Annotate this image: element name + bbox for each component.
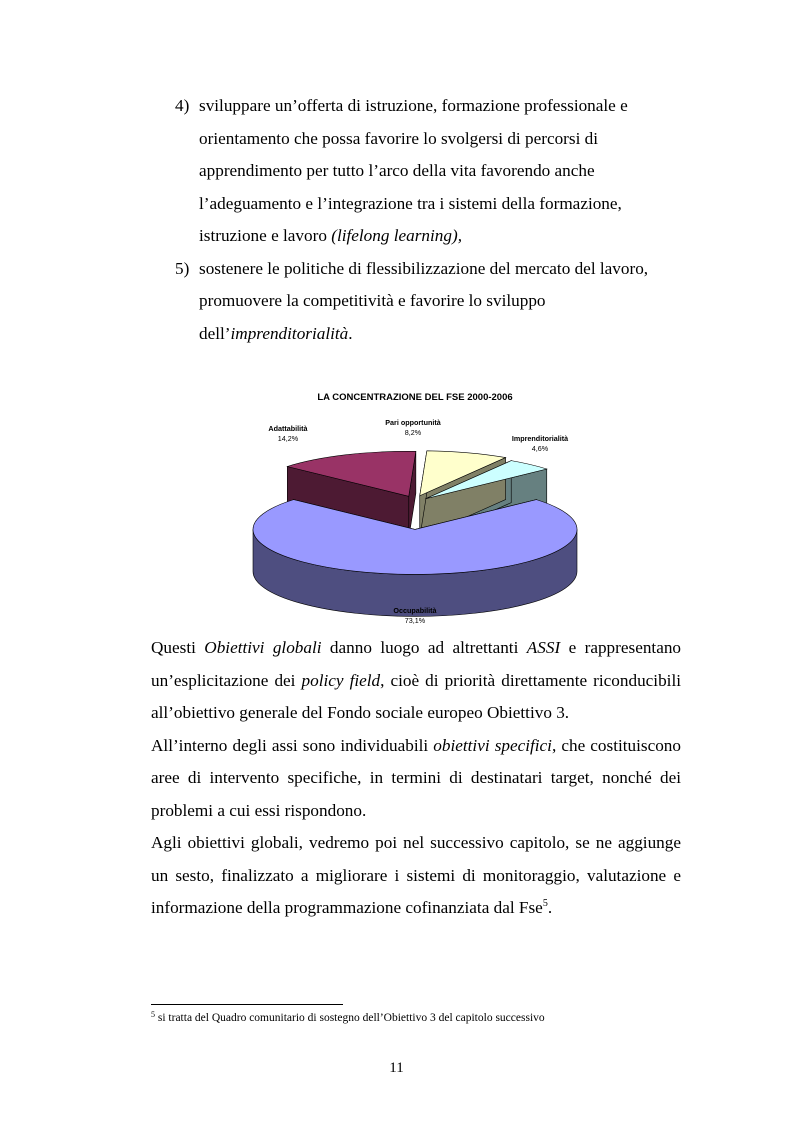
pie-chart [240,383,590,628]
text-run: danno luogo ad altrettanti [321,638,527,657]
footnote [151,1010,545,1024]
slice-label: Adattabilità [268,424,308,433]
numbered-list [175,90,675,350]
paragraph [151,730,681,828]
text-run: Agli obiettivi globali, vedremo poi nel successivo capitolo, se ne aggiunge un sesto, finalizzato a migliorare i sistemi di monitoraggio, valutazione e informazione della programmazione cofinanziata dal Fse [151,833,681,917]
list-item-text: sostenere le politiche di flessibilizzazione del mercato del lavoro, promuovere la competitività e favorire lo sviluppo dell’ [199,258,649,343]
list-number: 4) [175,96,190,115]
text-run: , che costituiscono aree di intervento specifiche, in termini di destinatari target, nonché dei problemi a cui essi rispondono. [151,735,681,820]
slice-label: Occupabilità [393,606,437,615]
footnote-text: si tratta del Quadro comunitario di sostegno dell’Obiettivo 3 del capitolo successivo [155,1012,545,1024]
text-run: . [547,898,553,917]
list-item-text: sviluppare un’offerta di istruzione, formazione professionale e orientamento che possa favorire lo svolgersi di percorsi di apprendimento per tutto l’arco della vita favorendo anche l’adeguamento e l’integrazione tra i sistemi della formazione, istruzione e lavoro [199,96,628,245]
slice-label: Imprenditorialità [511,434,569,443]
paragraph [151,632,681,730]
italic-term: ASSI [526,638,561,657]
list-item-emphasis: (lifelong learning), [331,226,463,245]
paragraph [151,827,681,925]
chart-title: LA CONCENTRAZIONE DEL FSE 2000-2006 [317,392,513,403]
slice-label: Pari opportunità [385,418,441,427]
footnote-ref: 5 [542,898,548,909]
body-text [151,632,681,925]
slice-value-label: 73,1% [404,616,426,625]
italic-term: obiettivi specifici [433,735,552,755]
text-run: , cioè di priorità direttamente riconducibili all’obiettivo generale del Fondo sociale europeo Obiettivo 3. [151,670,682,722]
italic-term: policy field [301,670,381,690]
text-run: Questi [151,638,205,657]
list-item-tail: . [348,323,353,343]
slice-value-label: 14,2% [277,434,299,443]
slice-value-label: 4,6% [531,444,549,453]
slice-value-label: 8,2% [404,428,422,437]
text-run: All’interno degli assi sono individuabili [151,735,434,755]
italic-term: Obiettivi globali [204,638,322,657]
page-number: 11 [389,1060,404,1076]
list-number: 5) [175,258,190,278]
list-item-emphasis: imprenditorialità [230,323,349,343]
footnote-divider [151,1004,343,1005]
footnote-number: 5 [151,1010,155,1019]
text-run: e rappresentano un’esplicitazione dei [151,638,682,690]
list-item [175,90,675,253]
list-item [175,253,675,351]
